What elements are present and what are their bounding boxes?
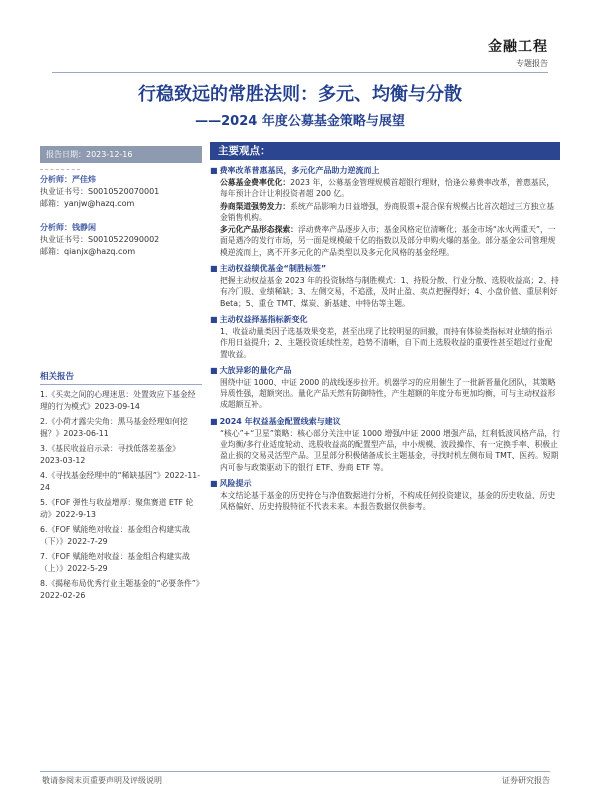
- analyst-name: 分析师：钱静闲: [40, 223, 96, 232]
- paragraph: [210, 275, 560, 309]
- sidebar: [40, 146, 202, 258]
- paragraph: [210, 490, 560, 513]
- related-report-link[interactable]: 2.《小荷才露尖尖角：黑马基金经理如何挖掘？》2023-06-11: [40, 417, 188, 438]
- report-date: 报告日期：2023-12-16: [40, 146, 202, 163]
- section: [210, 416, 560, 473]
- section: [210, 478, 560, 513]
- paragraph-text: “核心”+“卫星”策略：核心部分关注中证 1000 增强/中证 2000 增强产品，红利低波风格产品，行业均衡/多行业适度轮动、选股收益高的配置型产品，中小规模、波段操作、有一定换手率、积极止盈止损的交易灵活型产品。卫星部分积极储备成长主题基金，寻找时机左侧布局 TMT、医药。短期内可参与政策驱动下的银行 ETF、券商 ETF 等。: [220, 428, 561, 472]
- analyst-block: [40, 174, 202, 210]
- bullet-icon: ■: [210, 314, 218, 324]
- related-report-link[interactable]: 5.《FOF 弹性与收益增厚：聚焦赛道 ETF 轮动》2022-9-13: [40, 498, 194, 519]
- related-report-link[interactable]: 1.《买卖之间的心理迷思：处置效应下基金经理的行为模式》2023-09-14: [40, 390, 196, 411]
- paragraph-text: 浮动费率产品逐步入市；基金风格定位清晰化；基金市场“冰火两重天”，一面是遇冷的发行市场，另一面是规模破千亿的指数以及部分申购火爆的基金。部分基金公司管理规模逆流而上，离不开多元化的产品类型以及多元化风格的基金经理。: [220, 225, 556, 257]
- paragraph-lead: 公募基金费率优化：: [220, 178, 291, 187]
- analyst-license: 执业证书号：S0010520070001: [40, 187, 160, 196]
- header-divider: [52, 72, 548, 73]
- paragraph: [210, 428, 560, 473]
- section-title: 大放异彩的量化产品: [219, 365, 292, 375]
- paragraph-text: 系统产品影响力日益增强，券商股票+混合保有规模占比首次超过三方独立基金销售机构。: [220, 201, 554, 222]
- paragraph-text: 围绕中证 1000、中证 2000 的战线逐步拉开。机器学习的应用催生了一批新晋量化团队，其策略异质性强，超额突出。量化产品天然有防御特性，产生超额的年度分布更加均衡，可与主动权益形成超额互补。: [220, 377, 556, 410]
- related-report-link[interactable]: 4.《寻找基金经理中的“稀缺基因”》2022-11-24: [40, 471, 201, 492]
- section-title: 2024 年权益基金配置线索与建议: [219, 416, 341, 426]
- related-report-link[interactable]: 8.《揭秘布局优秀行业主题基金的“必要条件”》2022-02-26: [40, 579, 200, 600]
- related-report-link[interactable]: 3.《基民收益启示录：寻找低落差基金》2023-03-12: [40, 444, 180, 465]
- bullet-icon: ■: [210, 478, 218, 488]
- section-title: 主动权益绩优基金“制胜标签”: [219, 264, 327, 274]
- section: [210, 365, 560, 411]
- analyst-email[interactable]: 邮箱：qianjx@hazq.com: [40, 247, 136, 256]
- analyst-email[interactable]: 邮箱：yanjw@hazq.com: [40, 199, 135, 208]
- analyst-block: [40, 222, 202, 258]
- footer-divider: [40, 771, 550, 772]
- related-reports-title: 相关报告: [40, 370, 202, 385]
- paragraph-text: 把握主动权益基金 2023 年的投资脉络与制胜模式：1、持股分散、行业分散、选股收益高；2、持有冷门股、业绩稀缺；3、左侧交易，不追涨，及时止盈、卖点把握得好；4、小盘价值、重层利好 Beta；5、重仓 TMT、煤炭、新基建、中特估等主题。: [220, 276, 559, 308]
- paragraph: [210, 201, 560, 224]
- paragraph: [210, 377, 560, 411]
- analyst-license: 执业证书号：S0010522090002: [40, 235, 160, 244]
- paragraph: [210, 177, 560, 200]
- brand-title: 金融工程: [488, 39, 548, 55]
- paragraph-text: 本文结论基于基金的历史持仓与净值数据进行分析，不构成任何投资建议，基金的历史收益、历史风格偏好、历史持股特征不代表未来。本报告数据仅供参考。: [220, 490, 556, 512]
- footer-disclaimer: 敬请参阅末页重要声明及评级说明: [42, 776, 162, 785]
- paragraph-text: 2023 年，公募基金管理规模首超银行理财，恰逢公募费率改革，普惠基民，每年预计合计让利投资者超 200 亿。: [220, 178, 555, 199]
- section: [210, 314, 560, 360]
- report-title: 行稳致远的常胜法则：多元、均衡与分散: [138, 84, 462, 105]
- related-reports: [40, 370, 202, 605]
- sidebar-divider: [40, 169, 80, 170]
- paragraph-lead: 券商渠道强势发力：: [220, 201, 291, 211]
- bullet-icon: ■: [210, 264, 218, 274]
- report-subtitle: ——2024 年度公募基金策略与展望: [195, 114, 405, 129]
- paragraph-text: 1、收益动量类因子选基效果变差，甚至出现了比较明显的回撤，而持有体验类指标对业绩的指示作用日益提升；2、主题投资延续性差，趋势不清晰，自下而上选股收益的重要性甚至超过行业配置收益。: [220, 326, 553, 359]
- bullet-icon: ■: [210, 416, 218, 426]
- section-title: 费率改革普惠基民，多元化产品助力逆流而上: [219, 166, 380, 175]
- related-report-link[interactable]: 6.《FOF 赋能绝对收益：基金组合构建实战（下）》2022-7-29: [40, 525, 190, 546]
- main-points: [210, 142, 560, 513]
- footer-label: 证券研究报告: [502, 776, 550, 785]
- section-title: 主动权益择基指标新变化: [219, 314, 308, 324]
- section-title: 风险提示: [219, 478, 252, 488]
- bullet-icon: ■: [210, 365, 218, 375]
- paragraph: [210, 224, 560, 258]
- analyst-name: 分析师：严佳炜: [40, 175, 96, 184]
- report-type: 专题报告: [516, 59, 548, 68]
- paragraph: [210, 326, 560, 360]
- bullet-icon: ■: [210, 166, 218, 175]
- main-points-heading: 主要观点：: [210, 142, 560, 160]
- section: [210, 165, 560, 258]
- paragraph-lead: 多元化产品形态探索：: [220, 225, 298, 235]
- section: [210, 263, 560, 309]
- related-report-link[interactable]: 7.《FOF 赋能绝对收益：基金组合构建实战（上）》2022-5-29: [40, 552, 190, 573]
